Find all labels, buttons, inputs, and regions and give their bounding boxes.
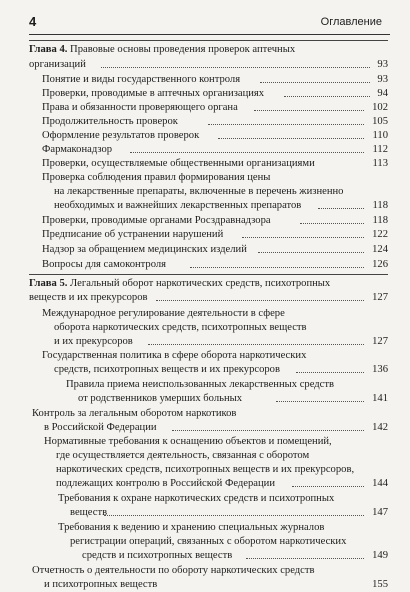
toc-entry-cont bbox=[0, 449, 410, 463]
toc-entry bbox=[0, 258, 410, 272]
entry-page: 110 bbox=[372, 130, 388, 141]
chapter-title-cont: веществ и их прекурсоров bbox=[29, 292, 148, 303]
entry-title-cont: наркотических средств, психотропных веществ и их прекурсоров, bbox=[56, 464, 355, 475]
entry-title: Контроль за легальным оборотом наркотиков bbox=[32, 408, 237, 419]
toc-entry bbox=[0, 228, 410, 242]
chapter-title: Легальный оборот наркотических средств, психотропных bbox=[67, 278, 331, 289]
toc-entry-cont bbox=[0, 463, 410, 477]
chapter-page: 93 bbox=[377, 59, 388, 70]
dot-leader bbox=[156, 291, 364, 301]
entry-page: 105 bbox=[372, 116, 388, 127]
entry-page: 142 bbox=[372, 422, 388, 433]
entry-title: Государственная политика в сфере оборота наркотических bbox=[42, 350, 307, 361]
toc-entry bbox=[0, 87, 410, 101]
entry-title: Фармаконадзор bbox=[42, 144, 113, 155]
entry-title: Проверка соблюдения правил формирования цены bbox=[42, 172, 271, 183]
entry-page: 122 bbox=[372, 229, 388, 240]
entry-title-cont: подлежащих контролю в Российской Федерации bbox=[56, 478, 276, 489]
toc-entry-cont bbox=[0, 363, 410, 377]
entry-page: 118 bbox=[372, 200, 388, 211]
entry-title-cont: средств и психотропных веществ bbox=[82, 550, 233, 561]
page-number: 4 bbox=[29, 14, 37, 29]
toc-entry-cont bbox=[0, 392, 410, 406]
toc-entry bbox=[0, 349, 410, 363]
entry-title: Проверки, проводимые органами Росздравнадзора bbox=[42, 215, 271, 226]
chapter-heading-cont bbox=[0, 58, 410, 72]
running-header bbox=[0, 0, 410, 36]
toc-entry bbox=[0, 171, 410, 185]
toc-entry bbox=[0, 129, 410, 143]
dot-leader bbox=[172, 421, 364, 431]
toc-entry bbox=[0, 407, 410, 421]
entry-title: Международное регулирование деятельности в сфере bbox=[42, 308, 285, 319]
dot-leader bbox=[101, 58, 370, 68]
entry-title-cont: на лекарственные препараты, включенные в перечень жизненно bbox=[54, 186, 344, 197]
entry-title-cont: средств, психотропных веществ и их прекурсоров bbox=[54, 364, 280, 375]
toc-entry-cont bbox=[0, 549, 410, 563]
dot-leader bbox=[242, 228, 364, 238]
entry-title-cont: веществ bbox=[70, 507, 108, 518]
entry-title: Вопросы для самоконтроля bbox=[42, 259, 167, 270]
entry-title: Понятие и виды государственного контроля bbox=[42, 74, 241, 85]
entry-title: Предписание об устранении нарушений bbox=[42, 229, 224, 240]
dot-leader bbox=[260, 73, 370, 83]
toc-entry-cont bbox=[0, 199, 410, 213]
dot-leader bbox=[296, 363, 364, 373]
entry-page: 127 bbox=[372, 336, 388, 347]
entry-title: Проверки, проводимые в аптечных организациях bbox=[42, 88, 265, 99]
chapter-heading bbox=[0, 43, 410, 57]
toc-entry bbox=[0, 214, 410, 228]
entry-page: 149 bbox=[372, 550, 388, 561]
entry-title-cont: от родственников умерших больных bbox=[78, 393, 243, 404]
chapter-page: 127 bbox=[372, 292, 388, 303]
separator bbox=[29, 274, 388, 275]
chapter-label: Глава 5. bbox=[29, 278, 68, 289]
entry-title-cont: и психотропных веществ bbox=[44, 579, 158, 590]
chapter-heading-cont bbox=[0, 291, 410, 305]
dot-leader bbox=[218, 129, 364, 139]
dot-leader bbox=[300, 214, 364, 224]
entry-title-cont: регистрации операций, связанных с оборотом наркотических bbox=[70, 536, 347, 547]
entry-title-cont: в Российской Федерации bbox=[44, 422, 157, 433]
toc-entry bbox=[0, 521, 410, 535]
entry-page: 102 bbox=[372, 102, 388, 113]
entry-title: Проверки, осуществляемые общественными организациями bbox=[42, 158, 315, 169]
dot-leader bbox=[276, 392, 364, 402]
dot-leader bbox=[318, 199, 364, 209]
dot-leader bbox=[258, 243, 364, 253]
entry-title: Отчетность о деятельности по обороту наркотических средств bbox=[32, 565, 315, 576]
chapter-title: Правовые основы проведения проверок аптечных bbox=[67, 44, 296, 55]
separator bbox=[29, 40, 388, 41]
toc-entry bbox=[0, 378, 410, 392]
toc-entry bbox=[0, 101, 410, 115]
toc-entry-cont bbox=[0, 321, 410, 335]
entry-page: 126 bbox=[372, 259, 388, 270]
entry-title: Правила приема неиспользованных лекарственных средств bbox=[66, 379, 334, 390]
toc-entry bbox=[0, 157, 410, 171]
chapter-label: Глава 4. bbox=[29, 44, 68, 55]
dot-leader bbox=[246, 549, 364, 559]
dot-leader bbox=[208, 115, 364, 125]
entry-title: Нормативные требования к оснащению объектов и помещений, bbox=[44, 436, 332, 447]
toc-entry-cont bbox=[0, 535, 410, 549]
toc-entry bbox=[0, 435, 410, 449]
toc-entry-cont bbox=[0, 335, 410, 349]
entry-page: 113 bbox=[372, 158, 388, 169]
dot-leader bbox=[148, 335, 364, 345]
dot-leader bbox=[190, 258, 364, 268]
entry-page: 147 bbox=[372, 507, 388, 518]
entry-page: 112 bbox=[372, 144, 388, 155]
toc-entry-cont bbox=[0, 477, 410, 491]
dot-leader bbox=[292, 477, 364, 487]
toc-entry bbox=[0, 115, 410, 129]
entry-page: 118 bbox=[372, 215, 388, 226]
toc-entry bbox=[0, 492, 410, 506]
entry-title-cont: где осуществляется деятельность, связанная с оборотом bbox=[56, 450, 310, 461]
entry-page: 141 bbox=[372, 393, 388, 404]
entry-title: Требования к охране наркотических средств и психотропных bbox=[58, 493, 335, 504]
toc-entry-cont bbox=[0, 506, 410, 520]
toc-entry bbox=[0, 143, 410, 157]
running-title: Оглавление bbox=[320, 16, 382, 28]
toc-entry bbox=[0, 564, 410, 578]
entry-page: 144 bbox=[372, 478, 388, 489]
entry-title: Продолжительность проверок bbox=[42, 116, 178, 127]
toc-entry bbox=[0, 73, 410, 87]
dot-leader bbox=[284, 87, 370, 97]
entry-title: Надзор за обращением медицинских изделий bbox=[42, 244, 247, 255]
chapter-heading bbox=[0, 277, 410, 291]
header-rule bbox=[29, 34, 390, 35]
entry-page: 93 bbox=[377, 74, 388, 85]
entry-title: Оформление результатов проверок bbox=[42, 130, 200, 141]
dot-leader bbox=[104, 506, 364, 516]
entry-page: 136 bbox=[372, 364, 388, 375]
entry-title: Требования к ведению и хранению специальных журналов bbox=[58, 522, 325, 533]
entry-title-cont: оборота наркотических средств, психотропных веществ bbox=[54, 322, 307, 333]
dot-leader bbox=[130, 143, 364, 153]
dot-leader bbox=[254, 101, 364, 111]
entry-title-cont: необходимых и важнейших лекарственных препаратов bbox=[54, 200, 302, 211]
toc-entry bbox=[0, 307, 410, 321]
entry-page: 155 bbox=[372, 579, 388, 590]
entry-title-cont: и их прекурсоров bbox=[54, 336, 133, 347]
toc-entry-cont bbox=[0, 421, 410, 435]
entry-page: 94 bbox=[377, 88, 388, 99]
entry-title: Права и обязанности проверяющего органа bbox=[42, 102, 238, 113]
toc-entry bbox=[0, 243, 410, 257]
toc-entry-cont bbox=[0, 578, 410, 590]
entry-page: 124 bbox=[372, 244, 388, 255]
chapter-title-cont: организаций bbox=[29, 59, 86, 70]
toc-entry-cont bbox=[0, 185, 410, 199]
